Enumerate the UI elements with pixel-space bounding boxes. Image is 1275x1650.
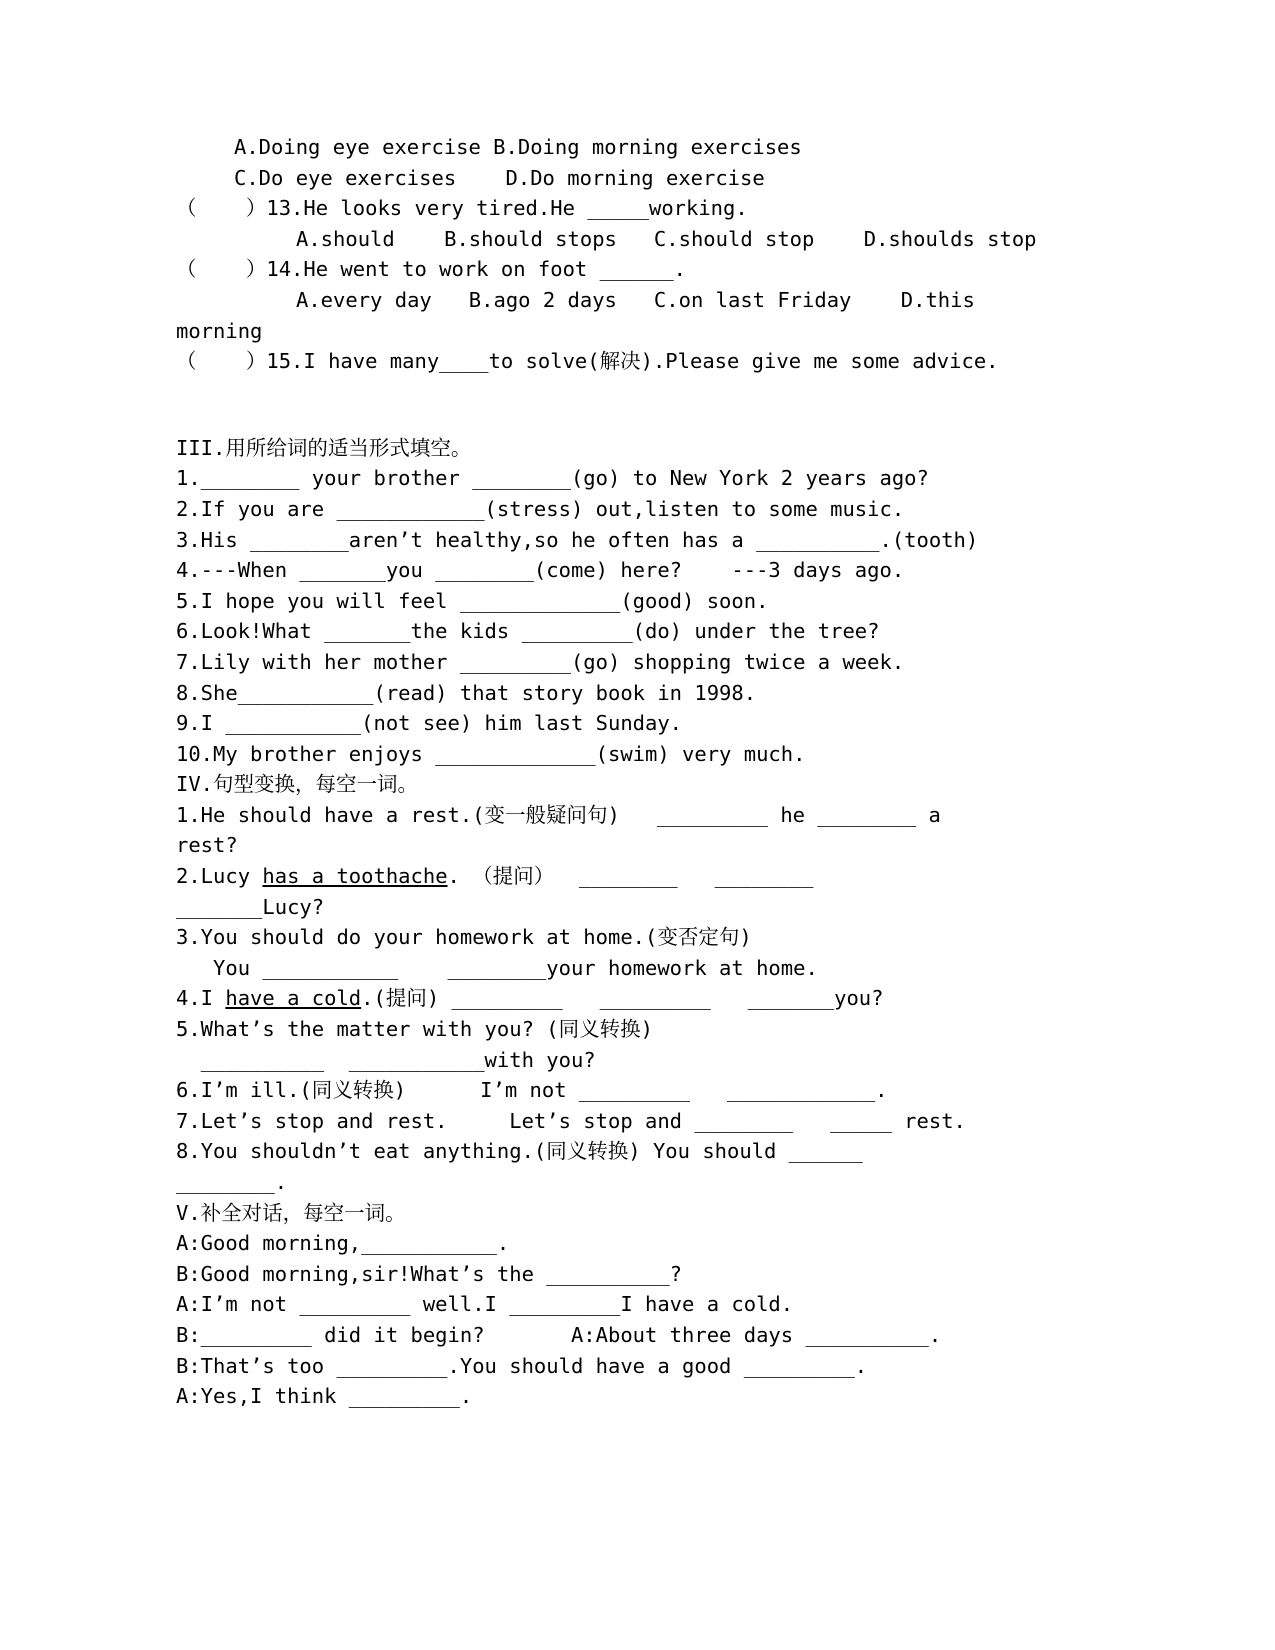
q14-options-wrap: morning — [176, 318, 263, 343]
section-iii-item: 10.My brother enjoys _____________(swim) very much. — [176, 741, 806, 766]
section-iv-item-wrap: rest? — [176, 833, 238, 858]
section-v-item: A:Good morning,___________. — [176, 1231, 510, 1256]
section-gap — [176, 377, 1176, 433]
item-underlined: has a toothache — [262, 864, 448, 889]
item-pre: 4.I — [176, 986, 226, 1011]
section-iv-item-wrap: You ___________ ________your homework at home. — [176, 955, 818, 980]
section-v-item: A:Yes,I think _________. — [176, 1384, 473, 1409]
section-iii-item: 3.His ________aren’t healthy,so he often has a __________.(tooth) — [176, 527, 979, 552]
q12-option-line-1: A.Doing eye exercise B.Doing morning exercises — [234, 135, 802, 159]
item-post: .(提问) _________ _________ _______you? — [361, 986, 884, 1011]
section-iv-item — [176, 861, 1176, 892]
section-iii-item: 9.I ___________(not see) him last Sunday. — [176, 711, 683, 736]
item-underlined: have a cold — [225, 986, 362, 1011]
section-iv-item-wrap: ________. — [176, 1170, 288, 1194]
section-iv-item — [176, 983, 1176, 1014]
section-iii-item: 6.Look!What _______the kids _________(do) under the tree? — [176, 619, 880, 644]
section-iv-item-wrap: _______Lucy? — [176, 894, 325, 919]
section-iv-item: 7.Let’s stop and rest. Let’s stop and ________ _____ rest. — [176, 1108, 966, 1133]
section-iii-item: 7.Lily with her mother _________(go) shopping twice a week. — [176, 649, 905, 674]
section-iii-item: 5.I hope you will feel _____________(good) soon. — [176, 588, 769, 613]
q14-stem: （ ）14.He went to work on foot ______. — [176, 257, 686, 282]
q13-options: A.should B.should stops C.should stop D.shoulds stop — [296, 226, 1037, 251]
section-iii-item: 8.She___________(read) that story book in 1998. — [176, 680, 757, 705]
section-iii-item: 4.---When _______you ________(come) here? ---3 days ago. — [176, 558, 905, 583]
section-iii-item: 2.If you are ____________(stress) out,listen to some music. — [176, 496, 905, 521]
q15-stem: （ ）15.I have many____to solve(解决).Please give me some advice. — [176, 349, 999, 374]
section-iv-item: 3.You should do your homework at home.(变否定句) — [176, 925, 752, 950]
section-iv-title: IV.句型变换，每空一词。 — [176, 772, 419, 797]
item-post: . （提问） ________ ________ — [447, 864, 814, 889]
section-v-item: B:Good morning,sir!What’s the __________? — [176, 1261, 683, 1286]
section-iv-item: 1.He should have a rest.(变一般疑问句) _________ he ________ a — [176, 802, 941, 827]
section-iv-item-wrap: __________ ___________with you? — [176, 1047, 596, 1072]
q13-stem: （ ）13.He looks very tired.He _____working. — [176, 196, 748, 221]
section-iv-item: 5.What’s the matter with you? (同义转换) — [176, 1017, 653, 1042]
section-iii-item: 1.________ your brother ________(go) to New York 2 years ago? — [176, 466, 929, 491]
section-v-item: A:I’m not _________ well.I _________I have a cold. — [176, 1292, 794, 1317]
document-content — [176, 132, 1176, 1412]
q12-option-line-2: C.Do eye exercises D.Do morning exercise — [234, 165, 765, 190]
section-v-item: B:That’s too _________.You should have a good _________. — [176, 1353, 868, 1378]
item-pre: 2.Lucy — [176, 864, 263, 889]
section-iii-title: III.用所给词的适当形式填空。 — [176, 435, 472, 460]
section-iv-item: 8.You shouldn’t eat anything.(同义转换) You should ______ — [176, 1139, 863, 1164]
section-iv-item: 6.I’m ill.(同义转换) I’m not _________ ____________. — [176, 1078, 888, 1103]
section-v-title: V.补全对话，每空一词。 — [176, 1200, 406, 1225]
q14-options: A.every day B.ago 2 days C.on last Friday D.this — [296, 287, 975, 312]
section-v-item: B:_________ did it begin? A:About three days __________. — [176, 1322, 942, 1347]
